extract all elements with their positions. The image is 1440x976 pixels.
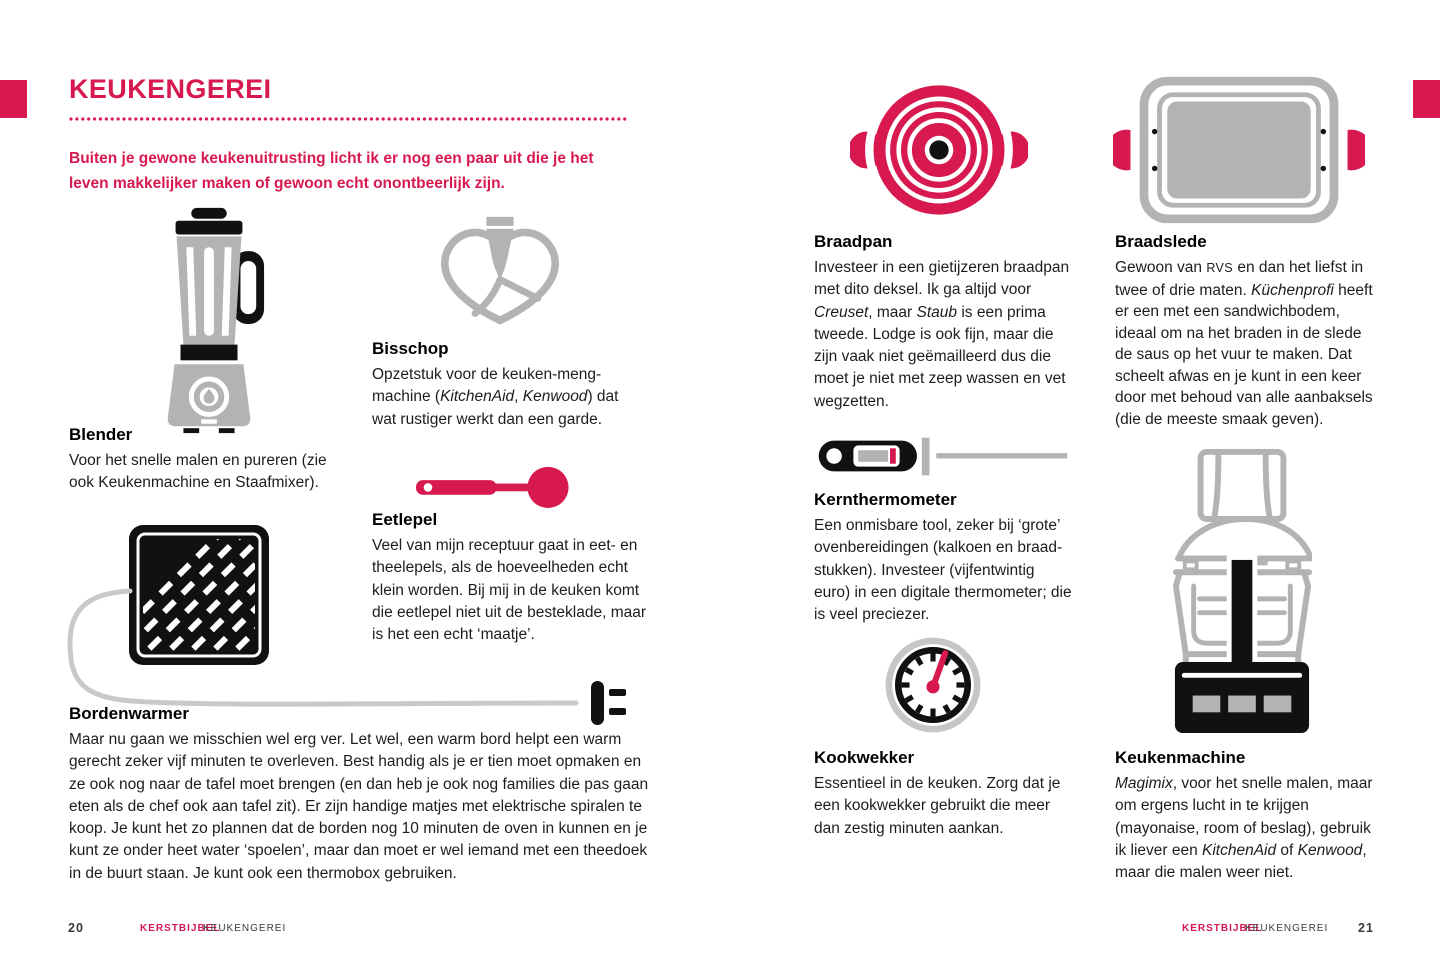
intro-text: Buiten je gewone keukenuitrusting licht ik er nog een paar uit die je het leven makkelijker maken of gewoon echt onontbeerlijk zijn. <box>69 150 594 192</box>
item-body: Essentieel in de keuken. Zorg dat je een kookwekker gebruikt die meer dan zestig minuten aankan. <box>814 775 1061 837</box>
blender-icon <box>150 202 268 440</box>
dutch-oven-icon <box>850 72 1028 228</box>
item-heading: Kookwekker <box>814 748 915 767</box>
item-body: Een onmisbare tool, zeker bij ‘grote’ ovenbereidingen (kalkoen en braadstukken). Investeer (vijfentwintig euro) in een digitale thermometer; die is veel preciezer. <box>814 517 1072 624</box>
page-number-left: 20 <box>68 921 84 935</box>
item-kernthermometer <box>814 490 1072 626</box>
item-bisschop <box>372 339 622 431</box>
spoon-icon <box>404 461 584 513</box>
food-processor-icon <box>1172 447 1312 735</box>
item-body: Gewoon van RVS en dan het liefst in twee of drie maten. Küchenprofi heeft er een met een sandwichbodem, ideaal om na het braden in de slede de saus op het vuur te maken. Dat scheelt afwas en je kunt in een keer door met behoud van alle aanbaksels (die de meeste smaak geven). <box>1115 259 1373 428</box>
item-bordenwarmer <box>69 704 649 885</box>
item-heading: Braadslede <box>1115 232 1207 251</box>
item-heading: Braadpan <box>814 232 893 251</box>
dotted-divider <box>69 117 627 121</box>
item-kookwekker <box>814 748 1070 840</box>
flat-beater-icon <box>432 197 568 347</box>
item-braadslede <box>1115 232 1373 430</box>
item-body: Magimix, voor het snelle malen, maar om ergens lucht in te krijgen (mayonaise, room of beslag), gebruik ik liever een KitchenAid of Kenwood, maar die malen weer niet. <box>1115 775 1373 882</box>
footer-chapter-right: KEUKENGEREI <box>1245 923 1329 934</box>
footer-book-title-right: KERSTBIJBEL <box>1182 923 1263 934</box>
footer-book-title-left: KERSTBIJBEL <box>140 923 221 934</box>
item-heading: Bisschop <box>372 339 449 358</box>
right-edge-tab <box>1413 80 1440 118</box>
item-body: Investeer in een gietijzeren braadpan met dito deksel. Ik ga altijd voor Creuset, maar Staub is een prima tweede. Lodge is ook fijn, maar die zijn vaak niet geëmailleerd dus die moet je niet met zeep wassen en vet wegzetten. <box>814 259 1070 410</box>
left-edge-tab <box>0 80 27 118</box>
item-body: Voor het snelle malen en pureren (zie ook Keukenmachine en Staafmixer). <box>69 452 327 492</box>
item-heading: Keukenmachine <box>1115 748 1246 767</box>
kitchen-timer-icon <box>872 633 994 737</box>
roasting-tray-icon <box>1113 76 1365 224</box>
item-heading: Eetlepel <box>372 510 438 529</box>
item-blender <box>69 425 349 495</box>
item-body: Opzetstuk voor de keuken-meng-machine (KitchenAid, Kenwood) dat wat rustiger werkt dan een garde. <box>372 366 619 428</box>
item-body: Maar nu gaan we misschien wel erg ver. Let wel, een warm bord helpt een warm gerecht zeker vijf minuten te overleven. Best handig als je er tien moet opmaken en ze ook nog naar de tafel moet brengen (en dan heb je ook nog families die pas gaan eten als de chef ook aan tafel zit). Er zijn handige matjes met elektrische spiralen te koop. Je kunt het zo plannen dat de borden nog 10 minuten de oven in kunnen en je kunt ze onder heet water ‘spoelen’, maar dan moet er wel iemand met een theedoek in de buurt staan. Je kunt ook een thermobox gebruiken. <box>69 731 649 882</box>
item-heading: Kernthermometer <box>814 490 957 509</box>
page-number-right: 21 <box>1358 921 1374 935</box>
page-title: KEUKENGEREI <box>69 74 272 104</box>
item-heading: Blender <box>69 425 133 444</box>
item-heading: Bordenwarmer <box>69 704 189 723</box>
footer-chapter-left: KEUKENGEREI <box>203 923 287 934</box>
probe-thermometer-icon <box>812 430 1074 483</box>
item-body: Veel van mijn receptuur gaat in eet- en theelepels, als de hoeveelheden echt klein worden. Bij mij in de keuken komt die eetlepel niet uit de besteklade, maar is het een echt ‘maatje’. <box>372 537 647 644</box>
item-braadpan <box>814 232 1076 413</box>
item-keukenmachine <box>1115 748 1379 884</box>
